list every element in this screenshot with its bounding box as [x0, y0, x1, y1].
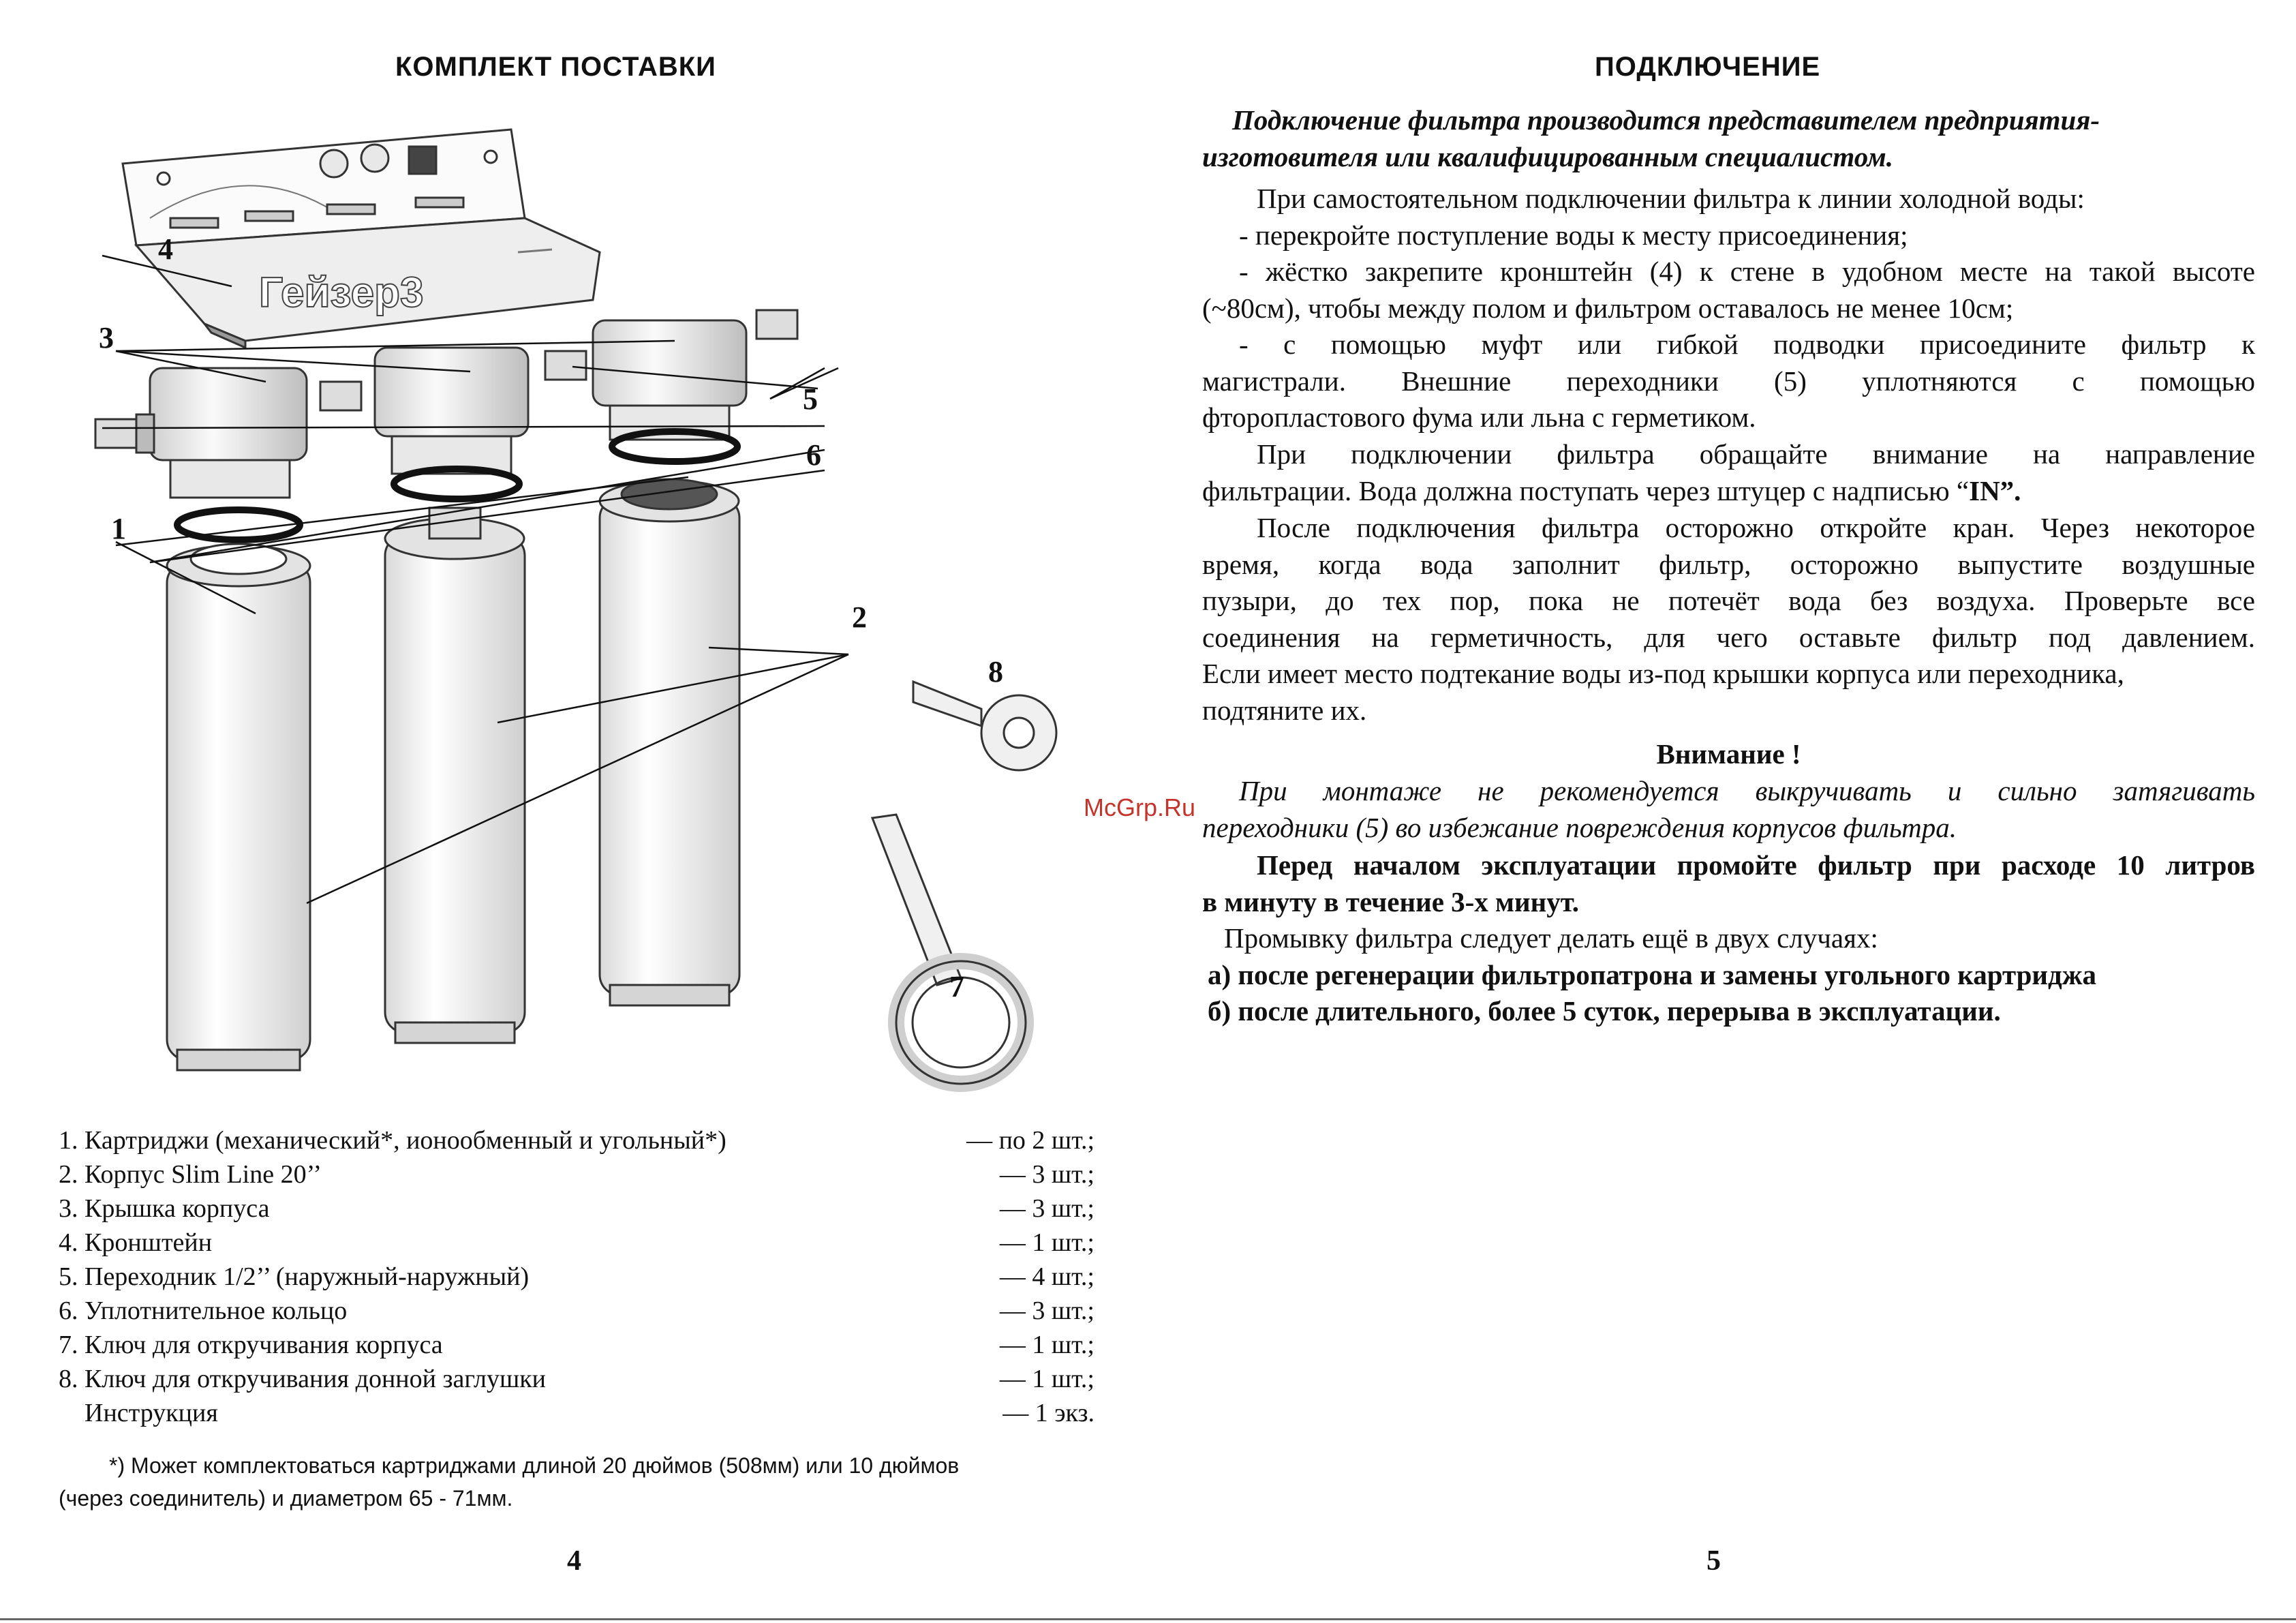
- part-name: 3. Крышка корпуса: [59, 1194, 270, 1223]
- callout-5: 5: [803, 382, 818, 416]
- page-number-right: 5: [1706, 1545, 1721, 1577]
- bracket-drawing: [123, 130, 600, 348]
- warning-line-2: переходники (5) во избежание повреждения корпусов фильтра.: [1202, 811, 1957, 843]
- flush-paragraph: [1202, 847, 2255, 920]
- part-qty: — 1 экз.: [1002, 1399, 1095, 1427]
- part-name: 7. Ключ для откручивания корпуса: [59, 1331, 443, 1359]
- intro-line-1: Подключение фильтра производится представителем предприятия-: [1232, 104, 2100, 136]
- callout-3: 3: [99, 321, 114, 354]
- part-qty: — по 2 шт.;: [966, 1126, 1095, 1155]
- page-title-left: КОМПЛЕКТ ПОСТАВКИ: [395, 52, 716, 82]
- list-item: [59, 1157, 1108, 1192]
- watermark: McGrp.Ru: [1084, 793, 1196, 821]
- callout-1: 1: [111, 512, 126, 545]
- step-intro: При самостоятельном подключении фильтра к линии холодной воды:: [1257, 183, 2085, 214]
- page-title-right: ПОДКЛЮЧЕНИЕ: [1595, 52, 1821, 82]
- direction-line-2: [1202, 473, 2255, 510]
- after-connection-paragraph: [1202, 510, 2255, 729]
- part-name: Инструкция: [59, 1399, 218, 1427]
- part-name: 2. Корпус Slim Line 20’’: [59, 1160, 322, 1189]
- flush-line-1: Перед началом эксплуатации промойте фильтр при расходе 10 литров: [1257, 849, 2255, 881]
- part-qty: — 3 шт.;: [999, 1194, 1095, 1223]
- step-3-cont-2: фторопластового фума или льна с герметиком.: [1202, 401, 1756, 433]
- housing-wrench: [872, 815, 1026, 1084]
- parts-list: [59, 1123, 1108, 1430]
- part-name: 4. Кронштейн: [59, 1228, 213, 1257]
- intro-paragraph: [1202, 102, 2255, 175]
- right-page: [1148, 0, 2296, 1623]
- part-qty: — 1 шт.;: [999, 1331, 1095, 1359]
- part-qty: — 3 шт.;: [999, 1296, 1095, 1325]
- after-line-6: подтяните их.: [1202, 694, 1367, 726]
- part-name: 1. Картриджи (механический*, ионообменный и угольный*): [59, 1126, 726, 1155]
- part-qty: — 1 шт.;: [999, 1365, 1095, 1393]
- flush-line-2: в минуту в течение 3-х минут.: [1202, 885, 1580, 917]
- callout-8: 8: [988, 655, 1003, 688]
- part-qty: — 1 шт.;: [999, 1228, 1095, 1257]
- part-name: 5. Переходник 1/2’’ (наружный-наружный): [59, 1262, 530, 1291]
- callout-2: 2: [852, 601, 867, 634]
- list-item: [59, 1192, 1108, 1226]
- footnote-line-1: *) Может комплектоваться картриджами длиной 20 дюймов (508мм) или 10 дюймов: [109, 1453, 960, 1478]
- warning-paragraph: [1202, 773, 2255, 846]
- after-line-1: После подключения фильтра осторожно откройте кран. Через некоторое: [1257, 512, 2255, 543]
- attention-text: Внимание !: [1656, 738, 1801, 770]
- filter-kit-illustration: [75, 116, 1097, 1125]
- direction-line-2-text: фильтрации. Вода должна поступать через штуцер с надписью “: [1202, 474, 1970, 506]
- step-3: - с помощью муфт или гибкой подводки присоедините фильтр к: [1239, 329, 2255, 360]
- cases-paragraph: [1202, 920, 2255, 1030]
- step-1: - перекройте поступление воды к месту присоединения;: [1239, 219, 1908, 251]
- after-line-3: пузыри, до тех пор, пока не потечёт вода без воздуха. Проверьте все: [1202, 585, 2255, 616]
- bottom-divider: [0, 1618, 2296, 1620]
- part-qty: — 4 шт.;: [999, 1262, 1095, 1291]
- callout-6: 6: [806, 438, 821, 472]
- bracket-logo-text: Гейзер3: [259, 269, 424, 316]
- part-name: 8. Ключ для откручивания донной заглушки: [59, 1365, 547, 1393]
- in-label: IN”.: [1969, 474, 2021, 506]
- case-a: а) после регенерации фильтропатрона и замены угольного картриджа: [1208, 958, 2096, 990]
- direction-line-1: При подключении фильтра обращайте внимание на направление: [1257, 438, 2255, 470]
- filter-housings: [167, 479, 739, 1070]
- connection-steps: [1202, 181, 2255, 436]
- step-3-cont-1: магистрали. Внешние переходники (5) уплотняются с помощью: [1202, 365, 2255, 397]
- warning-line-1: При монтаже не рекомендуется выкручивать и сильно затягивать: [1239, 775, 2255, 806]
- callout-4: 4: [158, 232, 173, 266]
- list-item: [59, 1396, 1108, 1430]
- list-item: [59, 1328, 1108, 1362]
- footnote-line-2: (через соединитель) и диаметром 65 - 71мм.: [59, 1486, 513, 1511]
- page-number-left: 4: [567, 1545, 581, 1577]
- list-item: [59, 1226, 1108, 1260]
- after-line-4: соединения на герметичность, для чего оставьте фильтр под давлением.: [1202, 621, 2255, 653]
- attention-heading: [1202, 736, 2255, 773]
- cases-intro: Промывку фильтра следует делать ещё в двух случаях:: [1224, 922, 1878, 954]
- step-2-cont: (~80см), чтобы между полом и фильтром оставалось не менее 10см;: [1202, 292, 2014, 324]
- after-line-2: время, когда вода заполнит фильтр, осторожно выпустите воздушные: [1202, 548, 2255, 580]
- callout-7: 7: [949, 970, 964, 1003]
- bottom-plug-wrench: [913, 682, 1056, 770]
- list-item: [59, 1123, 1108, 1157]
- part-qty: — 3 шт.;: [999, 1160, 1095, 1189]
- after-line-5: Если имеет место подтекание воды из-под крышки корпуса или переходника,: [1202, 658, 2124, 689]
- list-item: [59, 1362, 1108, 1396]
- part-name: 6. Уплотнительное кольцо: [59, 1296, 348, 1325]
- intro-line-2: изготовителя или квалифицированным специалистом.: [1202, 140, 1893, 172]
- list-item: [59, 1260, 1108, 1294]
- case-b: б) после длительного, более 5 суток, перерыва в эксплуатации.: [1208, 995, 2001, 1027]
- step-2: - жёстко закрепите кронштейн (4) к стене в удобном месте на такой высоте: [1239, 256, 2255, 287]
- direction-paragraph: [1202, 436, 2255, 509]
- list-item: [59, 1294, 1108, 1328]
